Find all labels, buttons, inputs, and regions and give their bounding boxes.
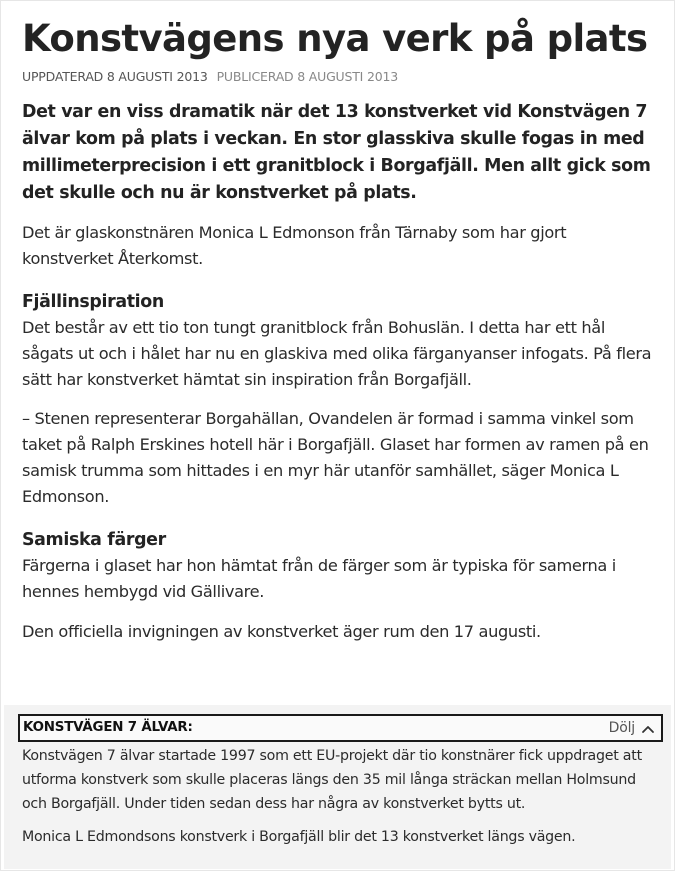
article-subheading: Samiska färger [22,530,166,550]
article-paragraph: Det består av ett tio ton tungt granitblock från Bohuslän. I detta har ett hål sågats ut och i hålet har nu en glaskiva med olika färganyanser infogats. På flera sätt har konstverket hämtat sin inspiration från Borgafjäll. [22,318,652,389]
article-dates [22,69,654,85]
article-quote-paragraph: – Stenen representerar Borgahällan, Ovandelen är formad i samma vinkel som taket på Ralph Erskines hotell här i Borgafjäll. Glaset har formen av ramen på en samisk trumma som hittades i en myr här utanför samhället, säger Monica L Edmonson. [22,409,649,506]
article-paragraph: Färgerna i glaset har hon hämtat från de färger som är typiska för samerna i hennes hembygd vid Gällivare. [22,556,616,601]
fact-box-text: Konstvägen 7 älvar startade 1997 som ett EU-projekt där tio konstnärer fick uppdraget att utforma konstverk som skulle placeras längs den 35 mil långa sträckan mellan Holmsund och Borgafjäll. Under tiden sedan dess har några av konstverket bytts ut. [22,748,642,812]
chevron-up-icon [641,721,655,735]
fact-box-text: Monica L Edmondsons konstverk i Borgafjäll blir det 13 konstverket längs vägen. [22,829,576,845]
article-lead: Det var en viss dramatik när det 13 konstverket vid Konstvägen 7 älvar kom på plats i veckan. En stor glasskiva skulle fogas in med millimeterprecision i ett granitblock i Borgafjäll. Men allt gick som det skulle och nu är konstverket på plats. [22,102,651,203]
hide-label: Dölj [608,720,635,736]
article-paragraph: Den officiella invigningen av konstverket äger rum den 17 augusti. [22,622,541,641]
published-date: PUBLICERAD 8 AUGUSTI 2013 [216,69,398,84]
fact-box-hide-button[interactable] [609,718,655,738]
article-paragraph: Det är glaskonstnären Monica L Edmonson från Tärnaby som har gjort konstverket Återkomst. [22,223,567,268]
article-subheading: Fjällinspiration [22,292,164,312]
fact-box-header [18,714,663,742]
article [22,14,654,645]
fact-box-title: KONSTVÄGEN 7 ÄLVAR: [23,720,193,735]
fact-box [4,705,671,869]
article-title: Konstvägens nya verk på plats [22,17,648,60]
updated-date: UPPDATERAD 8 AUGUSTI 2013 [22,69,208,84]
